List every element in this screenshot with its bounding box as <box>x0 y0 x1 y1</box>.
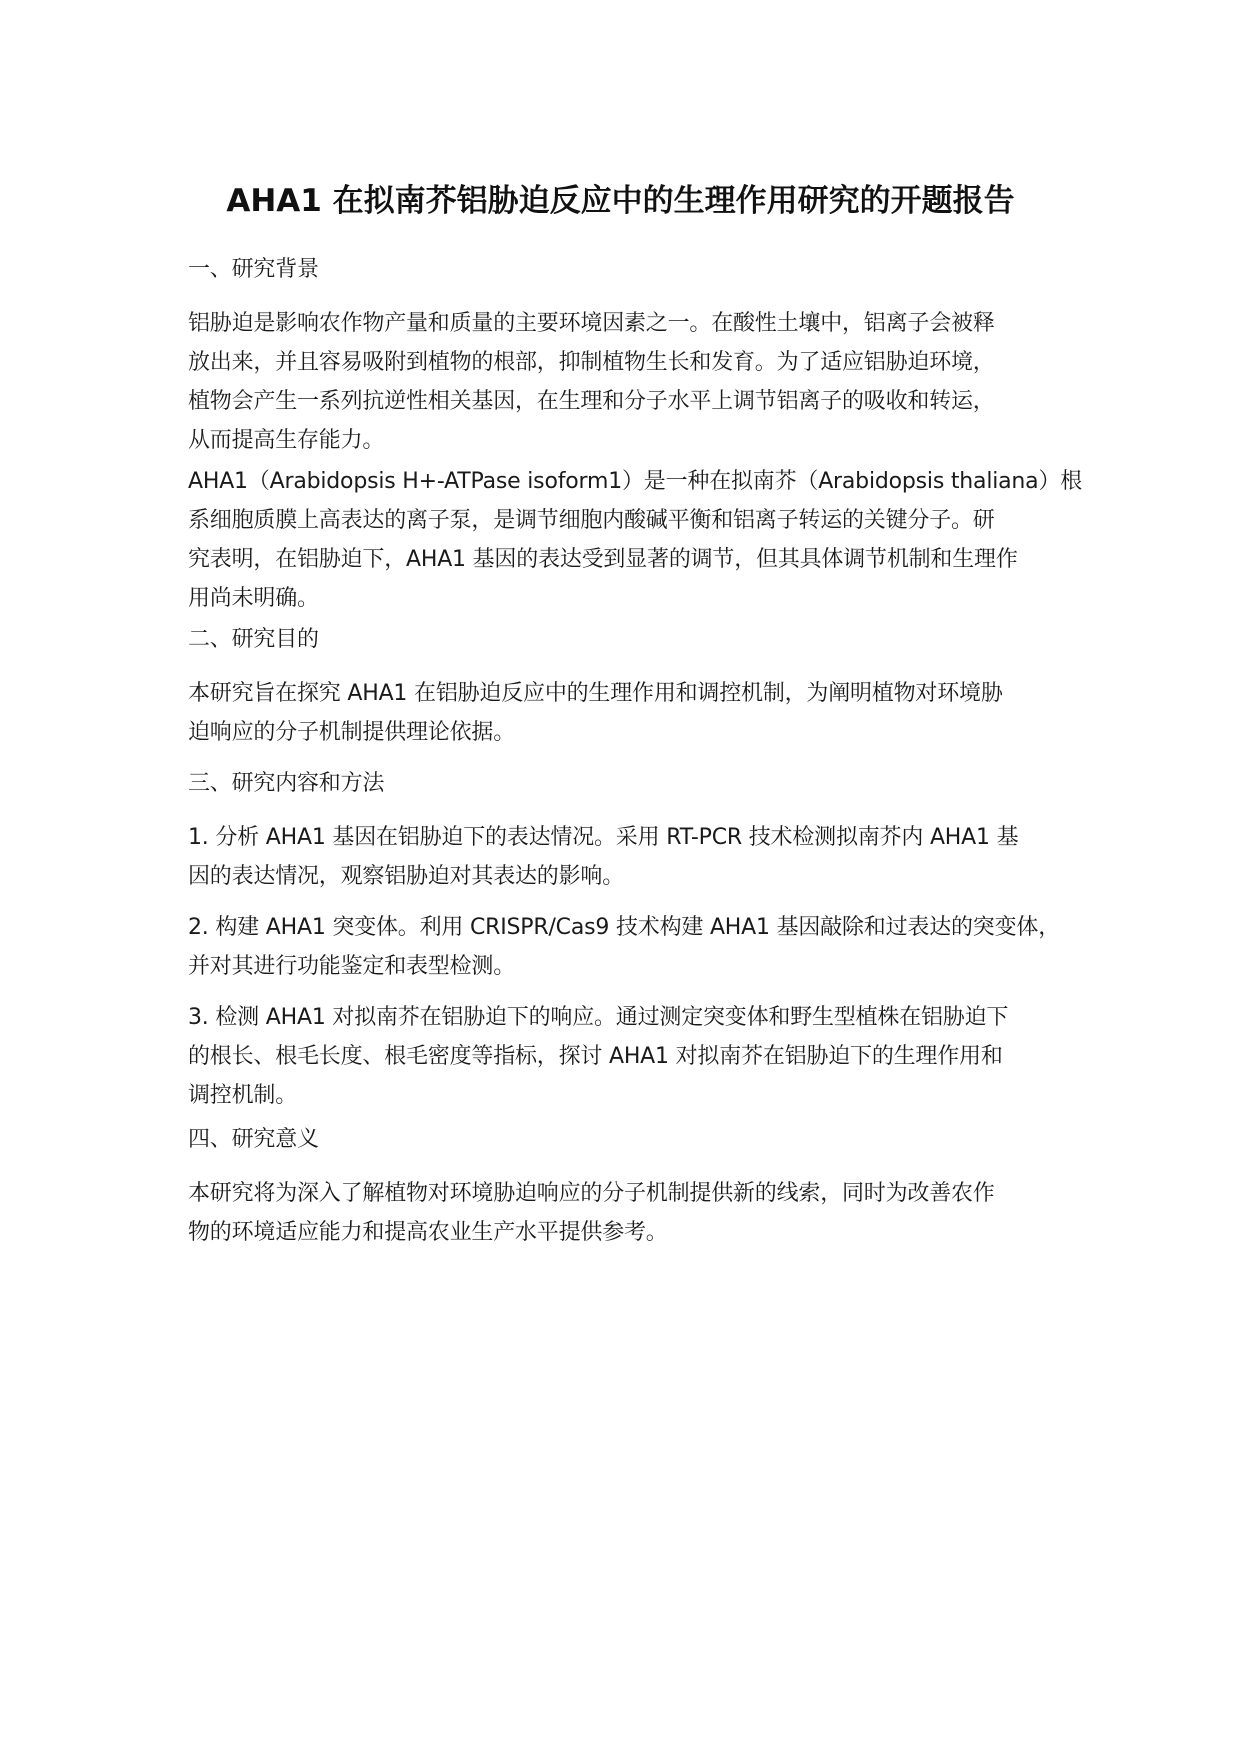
heading-text: 一、研究背景 <box>188 257 319 282</box>
paragraph-background-2 <box>188 462 1083 618</box>
paragraph-line: 植物会产生一系列抗逆性相关基因，在生理和分子水平上调节铝离子的吸收和转运， <box>188 389 995 414</box>
paragraph-line: 3. 检测 AHA1 对拟南芥在铝胁迫下的响应。通过测定突变体和野生型植株在铝胁迫下 <box>188 1005 1009 1030</box>
paragraph-background-1 <box>188 304 1078 460</box>
paragraph-line: 本研究旨在探究 AHA1 在铝胁迫反应中的生理作用和调控机制，为阐明植物对环境胁 <box>188 681 1003 706</box>
paragraph-line: 调控机制。 <box>188 1083 298 1108</box>
paragraph-line: 究表明，在铝胁迫下，AHA1 基因的表达受到显著的调节，但其具体调节机制和生理作 <box>188 547 1018 572</box>
document-title: AHA1 在拟南芥铝胁迫反应中的生理作用研究的开题报告 <box>226 183 1015 219</box>
paragraph-line: 本研究将为深入了解植物对环境胁迫响应的分子机制提供新的线索，同时为改善农作 <box>188 1181 995 1206</box>
heading-text: 三、研究内容和方法 <box>188 771 385 796</box>
paragraph-line: 用尚未明确。 <box>188 586 319 611</box>
heading-research-background <box>188 250 1078 289</box>
paragraph-line: 铝胁迫是影响农作物产量和质量的主要环境因素之一。在酸性土壤中，铝离子会被释 <box>188 311 995 336</box>
heading-text: 四、研究意义 <box>188 1127 319 1152</box>
heading-research-methods <box>188 764 1078 803</box>
paragraph-line: 物的环境适应能力和提高农业生产水平提供参考。 <box>188 1220 668 1245</box>
heading-research-significance <box>188 1120 1078 1159</box>
heading-research-purpose <box>188 620 1078 659</box>
paragraph-line: 1. 分析 AHA1 基因在铝胁迫下的表达情况。采用 RT-PCR 技术检测拟南芥内 AHA1 基 <box>188 825 1019 850</box>
paragraph-method-1 <box>188 818 1078 896</box>
paragraph-line: 系细胞质膜上高表达的离子泵，是调节细胞内酸碱平衡和铝离子转运的关键分子。研 <box>188 508 995 533</box>
paragraph-line: 从而提高生存能力。 <box>188 428 385 453</box>
paragraph-purpose <box>188 674 1078 752</box>
paragraph-line: 放出来，并且容易吸附到植物的根部，抑制植物生长和发育。为了适应铝胁迫环境， <box>188 350 995 375</box>
paragraph-method-2 <box>188 908 1078 986</box>
paragraph-line: 迫响应的分子机制提供理论依据。 <box>188 720 516 745</box>
paragraph-line: 并对其进行功能鉴定和表型检测。 <box>188 954 516 979</box>
paragraph-method-3 <box>188 998 1078 1115</box>
paragraph-line: 的根长、根毛长度、根毛密度等指标，探讨 AHA1 对拟南芥在铝胁迫下的生理作用和 <box>188 1044 1003 1069</box>
paragraph-line: 2. 构建 AHA1 突变体。利用 CRISPR/Cas9 技术构建 AHA1 基因敲除和过表达的突变体， <box>188 915 1060 940</box>
paragraph-line: 因的表达情况，观察铝胁迫对其表达的影响。 <box>188 864 625 889</box>
paragraph-significance <box>188 1174 1078 1252</box>
paragraph-line: AHA1（Arabidopsis H+-ATPase isoform1）是一种在拟南芥（Arabidopsis thaliana）根 <box>188 469 1083 494</box>
heading-text: 二、研究目的 <box>188 627 319 652</box>
